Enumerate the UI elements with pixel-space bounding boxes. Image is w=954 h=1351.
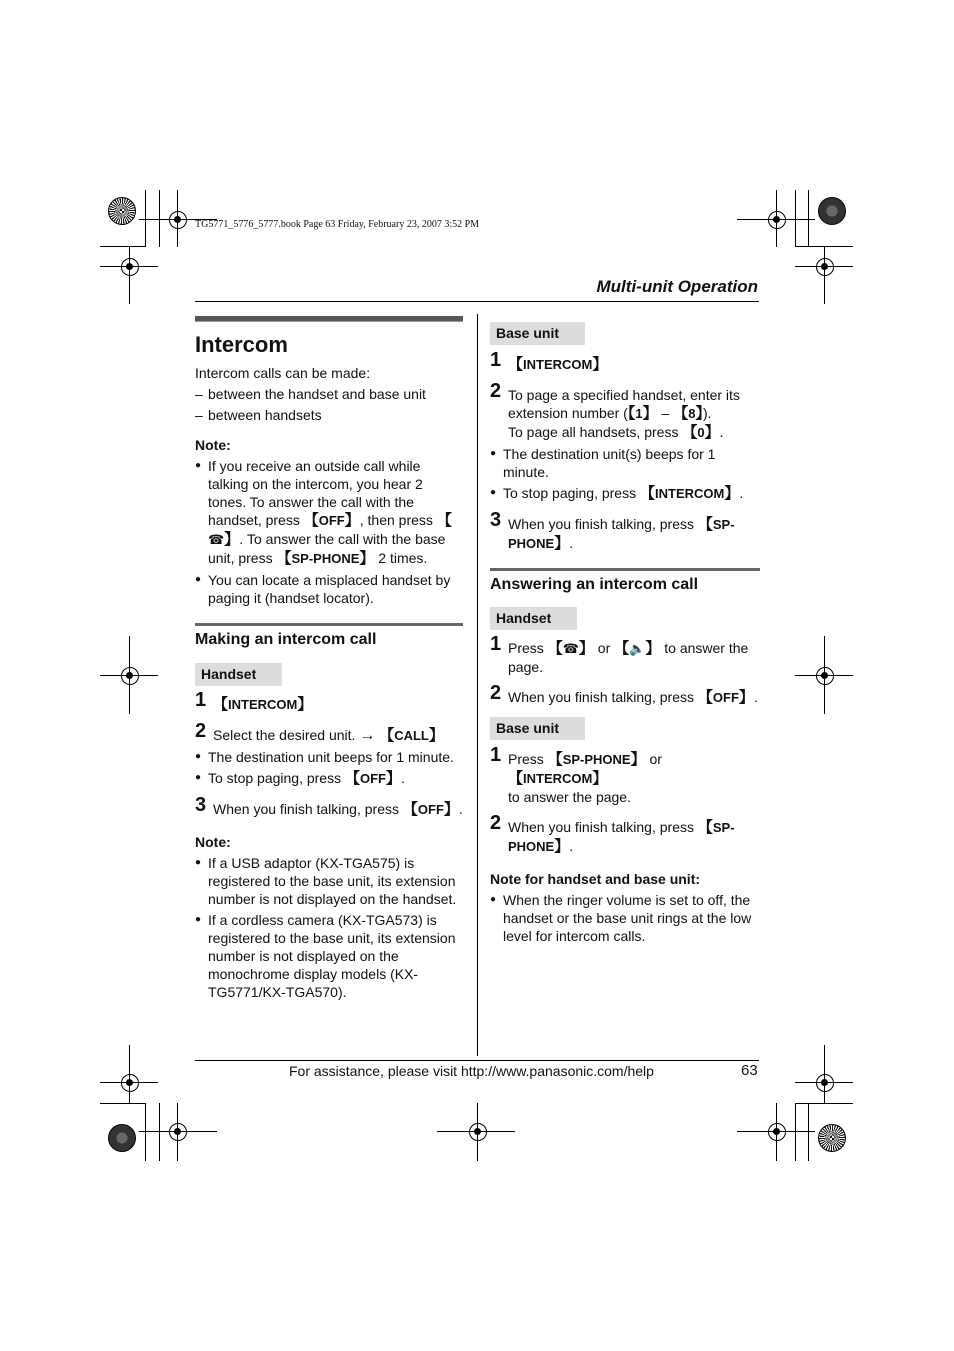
key-off: OFF xyxy=(360,771,386,786)
running-header: Multi-unit Operation xyxy=(596,277,758,296)
crosshair-circle xyxy=(816,1074,834,1092)
step-1: 1 【INTERCOM】 xyxy=(490,349,608,373)
header-rule xyxy=(195,301,759,302)
note-item: ● If a cordless camera (KX-TGA573) is registered to the base unit, its extension number is not displayed on the monochrome display models (KX-TG5771/KX-TGA570). xyxy=(195,911,463,1001)
step-3: 3 When you finish talking, press 【SP-PHONE】. xyxy=(490,509,735,552)
footer-rule xyxy=(195,1060,759,1061)
footer-help-text: For assistance, please visit http://www.panasonic.com/help xyxy=(289,1063,654,1079)
key-off: OFF xyxy=(417,802,444,817)
crop-mark xyxy=(795,1103,853,1104)
page-title: Intercom xyxy=(195,332,288,357)
section-title: Answering an intercom call xyxy=(490,576,699,593)
title-rule xyxy=(195,316,463,322)
intro-item: – between the handset and base unit xyxy=(195,385,463,403)
registration-target-bottom-right xyxy=(818,1124,846,1152)
step-bullet: ● To stop paging, press 【INTERCOM】. xyxy=(490,484,760,503)
section-rule xyxy=(490,568,760,571)
key-off: OFF xyxy=(712,690,739,705)
step-2: 2 To page a specified handset, enter its extension number (【1】 – 【8】). To page all handsets, press 【0】. xyxy=(490,380,740,441)
key-sp-phone: SP-PHONE xyxy=(508,820,735,854)
intro-text: Intercom calls can be made: xyxy=(195,365,371,381)
talk-icon: ☎ xyxy=(208,532,225,547)
crosshair-circle xyxy=(469,1123,487,1141)
step-2: 2 When you finish talking, press 【OFF】. xyxy=(490,682,758,706)
key-sp-phone: SP-PHONE xyxy=(291,551,360,566)
unit-tag: Handset xyxy=(490,607,577,630)
print-info-line: TG5771_5776_5777.book Page 63 Friday, February 23, 2007 3:52 PM xyxy=(195,219,480,230)
step-bullet: ● The destination unit(s) beeps for 1 minute. xyxy=(490,445,760,481)
crop-mark xyxy=(100,1103,146,1104)
note-label: Note for handset and base unit: xyxy=(490,871,701,887)
step-bullet: ● To stop paging, press 【OFF】. xyxy=(195,769,463,788)
talk-icon: ☎ xyxy=(562,641,579,656)
right-column xyxy=(490,322,760,945)
unit-tag: Base unit xyxy=(490,322,585,345)
note-item: ● If you receive an outside call while talking on the intercom, you hear 2 tones. To answer the call with the handset, press 【OFF】, then press 【☎】. To answer the call with the base unit, press 【SP-PHONE】 2 times. xyxy=(195,457,463,568)
registration-target-bottom-left xyxy=(108,1124,136,1152)
crosshair-circle xyxy=(816,258,834,276)
crop-mark xyxy=(145,1103,146,1161)
note-item: ● When the ringer volume is set to off, the handset or the base unit rings at the low level for intercom calls. xyxy=(490,891,760,945)
step-1: 1 Press 【☎】 or 【🔈】 to answer the page. xyxy=(490,633,749,675)
registration-target-top-right xyxy=(818,197,846,225)
crosshair-circle xyxy=(768,1123,786,1141)
note-label: Note: xyxy=(195,834,231,850)
unit-tag: Base unit xyxy=(490,717,585,740)
step-1: 1 【INTERCOM】 xyxy=(195,689,313,713)
crosshair-circle xyxy=(768,211,786,229)
speaker-icon: 🔈 xyxy=(629,641,646,656)
crosshair-circle xyxy=(169,211,187,229)
key-intercom: INTERCOM xyxy=(655,486,725,501)
step-bullet: ● The destination unit beeps for 1 minute. xyxy=(195,748,463,766)
intro-item: – between handsets xyxy=(195,406,463,424)
crop-mark xyxy=(795,1103,796,1161)
registration-target-top-left xyxy=(108,197,136,225)
section-title: Making an intercom call xyxy=(195,631,377,648)
crosshair-circle xyxy=(121,1074,139,1092)
step-3: 3 When you finish talking, press 【OFF】. xyxy=(195,794,463,818)
crop-mark xyxy=(100,246,146,247)
note-item: ● You can locate a misplaced handset by paging it (handset locator). xyxy=(195,571,463,607)
key-intercom: INTERCOM xyxy=(523,357,593,372)
key-sp-phone: SP-PHONE xyxy=(508,517,735,551)
note-label: Note: xyxy=(195,437,231,453)
column-divider xyxy=(477,314,478,1056)
note-item: ● If a USB adaptor (KX-TGA575) is registered to the base unit, its extension number is not displayed on the handset. xyxy=(195,854,463,908)
page-number: 63 xyxy=(741,1062,758,1079)
step-2: 2 Select the desired unit. → 【CALL】 xyxy=(195,720,444,744)
arrow-icon: → xyxy=(359,727,376,744)
crosshair-circle xyxy=(121,258,139,276)
step-2: 2 When you finish talking, press 【SP-PHONE】. xyxy=(490,812,735,855)
section-rule xyxy=(195,623,463,626)
crosshair-circle xyxy=(816,667,834,685)
crop-mark xyxy=(159,1103,160,1161)
left-column xyxy=(195,316,463,1001)
crosshair-circle xyxy=(169,1123,187,1141)
key-call: CALL xyxy=(394,728,429,743)
key-intercom: INTERCOM xyxy=(228,697,298,712)
key-sp-phone: SP-PHONE xyxy=(562,752,631,767)
key-intercom: INTERCOM xyxy=(523,771,593,786)
crosshair-circle xyxy=(121,667,139,685)
step-1: 1 Press 【SP-PHONE】 or 【INTERCOM】 to answer the page. xyxy=(490,744,662,805)
key-off: OFF xyxy=(318,513,345,528)
unit-tag: Handset xyxy=(195,663,282,686)
crop-mark xyxy=(808,1103,809,1161)
